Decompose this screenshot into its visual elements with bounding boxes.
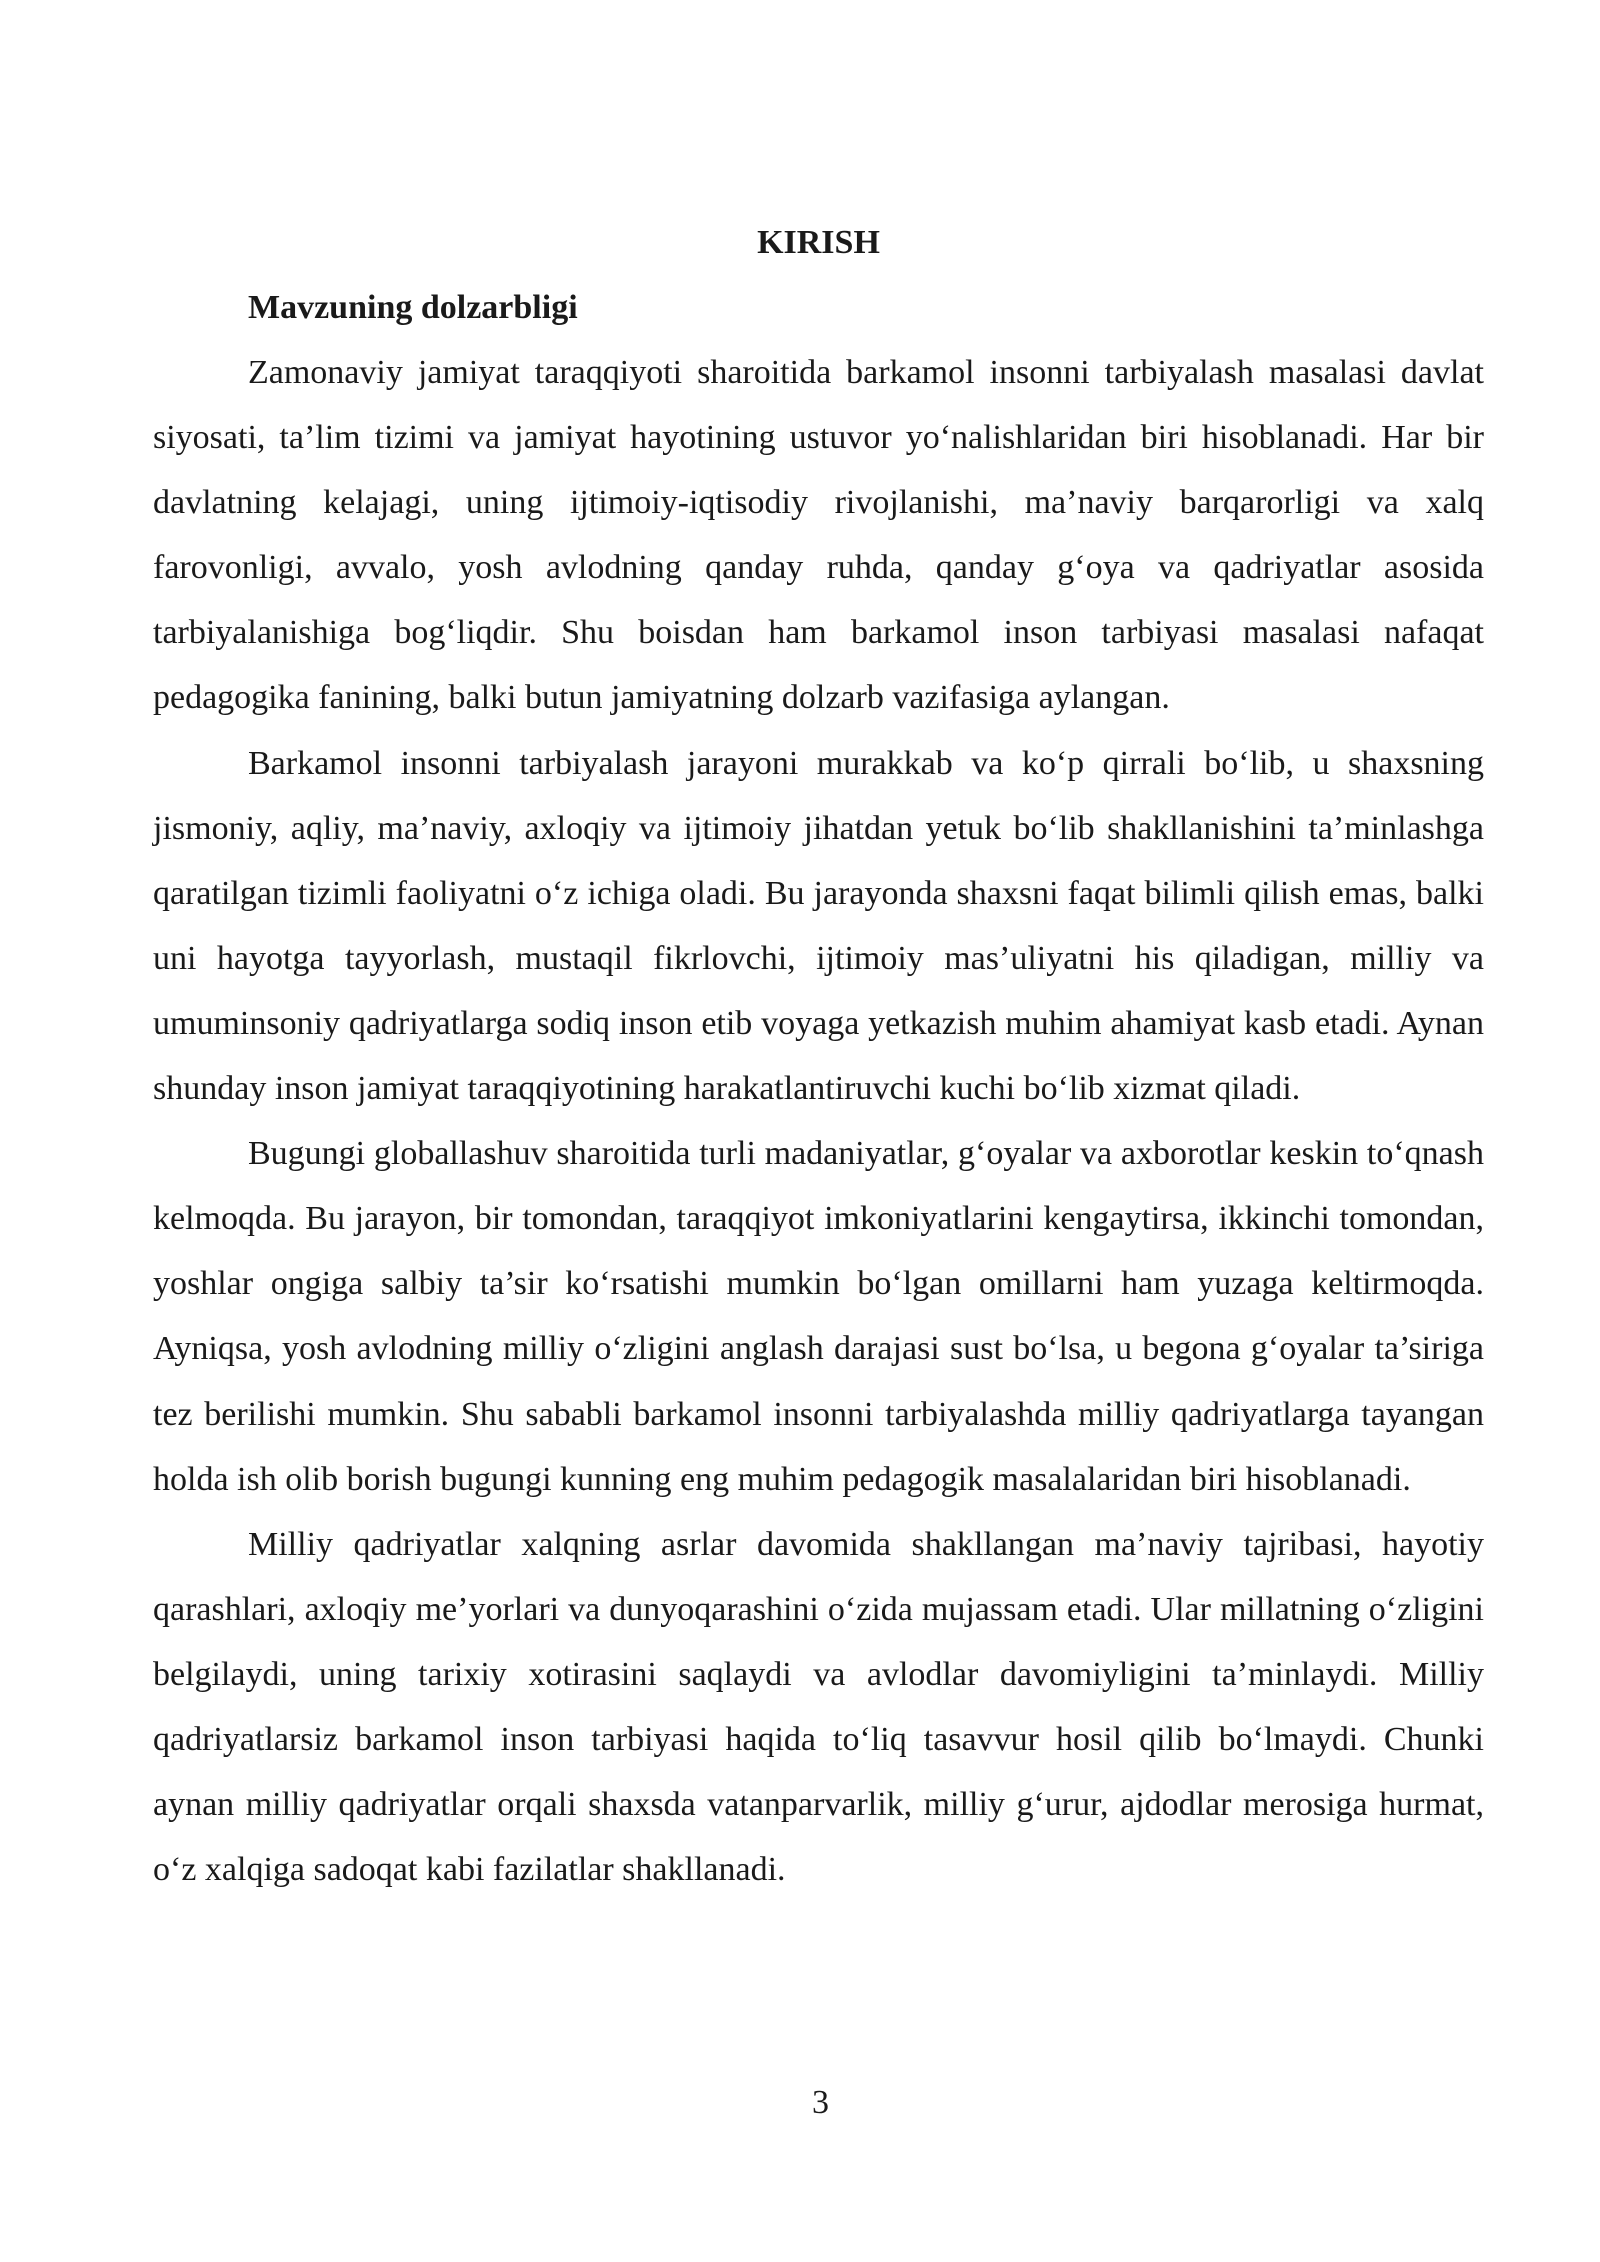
paragraph-3: Bugungi globallashuv sharoitida turli madaniyatlar, g‘oyalar va axborotlar keskin to‘qnash kelmoqda. Bu jarayon, bir tomondan, taraqqiyot imkoniyatlarini kengaytirsa, ikkinchi tomondan, yoshlar ongiga salbiy ta’sir ko‘rsatishi mumkin bo‘lgan omillarni ham yuzaga keltirmoqda. Ayniqsa, yosh avlodning milliy o‘zligini anglash darajasi sust bo‘lsa, u begona g‘oyalar ta’siriga tez berilishi mumkin. Shu sababli barkamol insonni tarbiyalashda milliy qadriyatlarga tayangan holda ish olib borish bugungi kunning eng muhim pedagogik masalalaridan biri hisoblanadi. [153, 1135, 1484, 1498]
section-heading: Mavzuning dolzarbligi [248, 289, 578, 326]
page-title: KIRISH [757, 224, 880, 261]
paragraph-1: Zamonaviy jamiyat taraqqiyoti sharoitida barkamol insonni tarbiyalash masalasi davlat siyosati, ta’lim tizimi va jamiyat hayotining ustuvor yo‘nalishlaridan biri hisoblanadi. Har bir davlatning kelajagi, uning ijtimoiy-iqtisodiy rivojlanishi, ma’naviy barqarorligi va xalq farovonligi, avvalo, yosh avlodning qanday ruhda, qanday g‘oya va qadriyatlar asosida tarbiyalanishiga bog‘liqdir. Shu boisdan ham barkamol inson tarbiyasi masalasi nafaqat pedagogika fanining, balki butun jamiyatning dolzarb vazifasiga aylangan. [153, 354, 1484, 717]
page-number: 3 [812, 2084, 829, 2121]
paragraph-2: Barkamol insonni tarbiyalash jarayoni murakkab va ko‘p qirrali bo‘lib, u shaxsning jismoniy, aqliy, ma’naviy, axloqiy va ijtimoiy jihatdan yetuk bo‘lib shakllanishini ta’minlashga qaratilgan tizimli faoliyatni o‘z ichiga oladi. Bu jarayonda shaxsni faqat bilimli qilish emas, balki uni hayotga tayyorlash, mustaqil fikrlovchi, ijtimoiy mas’uliyatni his qiladigan, milliy va umuminsoniy qadriyatlarga sodiq inson etib voyaga yetkazish muhim ahamiyat kasb etadi. Aynan shunday inson jamiyat taraqqiyotining harakatlantiruvchi kuchi bo‘lib xizmat qiladi. [153, 744, 1484, 1108]
document-page [153, 210, 1484, 1902]
paragraph-4: Milliy qadriyatlar xalqning asrlar davomida shakllangan ma’naviy tajribasi, hayotiy qarashlari, axloqiy me’yorlari va dunyoqarashini o‘zida mujassam etadi. Ular millatning o‘zligini belgilaydi, uning tarixiy xotirasini saqlaydi va avlodlar davomiyligini ta’minlaydi. Milliy qadriyatlarsiz barkamol inson tarbiyasi haqida to‘liq tasavvur hosil qilib bo‘lmaydi. Chunki aynan milliy qadriyatlar orqali shaxsda vatanparvarlik, milliy g‘urur, ajdodlar merosiga hurmat, o‘z xalqiga sadoqat kabi fazilatlar shakllanadi. [153, 1525, 1484, 1889]
